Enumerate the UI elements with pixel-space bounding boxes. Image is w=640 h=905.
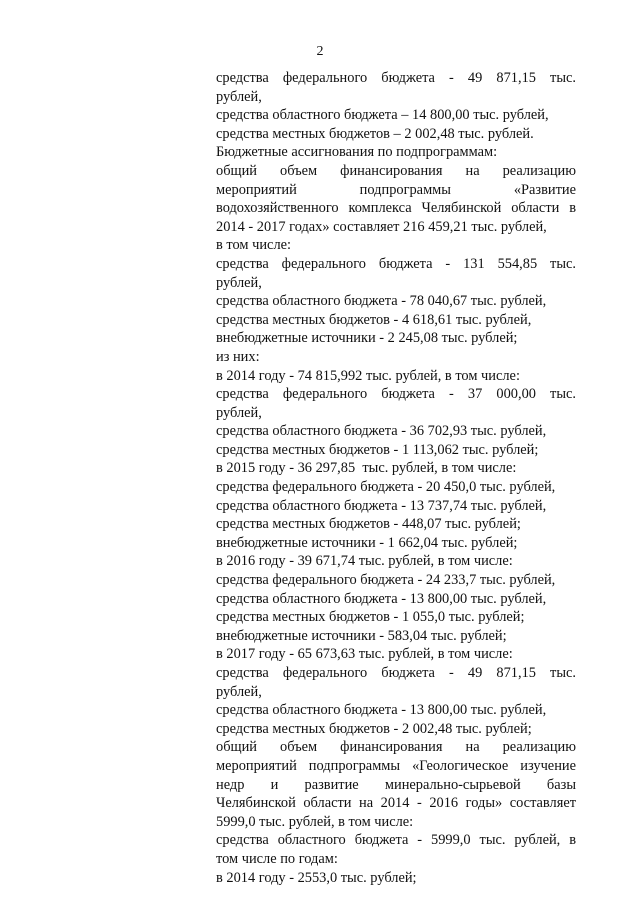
text-line: 2014 - 2017 годах» составляет 216 459,21 тыс. рублей, [216, 218, 547, 235]
text-line: средства федерального бюджета - 37 000,00 тыс. [216, 386, 576, 403]
text-line: в 2015 году - 36 297,85 тыс. рублей, в том числе: [216, 460, 517, 477]
text-line: средства областного бюджета - 36 702,93 тыс. рублей, [216, 423, 547, 440]
text-line: мероприятий подпрограммы «Геологическое изучение [216, 757, 576, 774]
text-line: средства областного бюджета - 5999,0 тыс. рублей, в [216, 832, 576, 849]
text-line: в 2014 году - 74 815,992 тыс. рублей, в том числе: [216, 367, 520, 384]
text-line: средства областного бюджета - 13 800,00 тыс. рублей, [216, 702, 547, 719]
text-line: 5999,0 тыс. рублей, в том числе: [216, 813, 414, 830]
text-line: средства федерального бюджета - 49 871,15 тыс. [216, 665, 576, 681]
text-line: средства федерального бюджета - 49 871,15 тыс. [216, 70, 576, 86]
text-line: средства местных бюджетов - 4 618,61 тыс. рублей, [216, 311, 532, 328]
text-line: средства областного бюджета - 13 800,00 тыс. рублей, [216, 590, 547, 607]
text-line: внебюджетные источники - 1 662,04 тыс. рублей; [216, 534, 518, 551]
text-line: мероприятий подпрограммы «Развитие [216, 181, 576, 198]
text-line: средства местных бюджетов - 448,07 тыс. рублей; [216, 516, 521, 533]
text-line: средства федерального бюджета - 24 233,7 тыс. рублей, [216, 572, 556, 589]
text-line: том числе по годам: [216, 850, 338, 867]
text-line: средства областного бюджета – 14 800,00 тыс. рублей, [216, 107, 549, 124]
text-line: в 2016 году - 39 671,74 тыс. рублей, в том числе: [216, 553, 513, 570]
text-line: рублей, [216, 683, 262, 700]
text-line: водохозяйственного комплекса Челябинской области в [216, 200, 576, 217]
text-line: в том числе: [216, 237, 292, 254]
text-line: средства местных бюджетов - 2 002,48 тыс. рублей; [216, 720, 532, 737]
text-line: рублей, [216, 88, 262, 105]
text-line: Бюджетные ассигнования по подпрограммам: [216, 144, 498, 161]
text-line: средства местных бюджетов – 2 002,48 тыс. рублей. [216, 125, 534, 142]
text-line: внебюджетные источники - 583,04 тыс. рублей; [216, 627, 507, 644]
document-body [216, 69, 576, 887]
text-line: общий объем финансирования на реализацию [216, 739, 576, 756]
text-line: в 2017 году - 65 673,63 тыс. рублей, в том числе: [216, 646, 513, 663]
text-line: общий объем финансирования на реализацию [216, 162, 576, 179]
text-line: средства областного бюджета - 78 040,67 тыс. рублей, [216, 293, 547, 310]
text-line: средства местных бюджетов - 1 113,062 тыс. рублей; [216, 441, 539, 458]
text-line: в 2014 году - 2553,0 тыс. рублей; [216, 869, 417, 886]
page-number: 2 [316, 44, 324, 59]
text-line: Челябинской области на 2014 - 2016 годы» составляет [216, 795, 576, 812]
text-line: рублей, [216, 274, 262, 291]
text-line: средства местных бюджетов - 1 055,0 тыс. рублей; [216, 609, 525, 626]
text-line: средства федерального бюджета - 20 450,0 тыс. рублей, [216, 479, 556, 496]
text-line: средства областного бюджета - 13 737,74 тыс. рублей, [216, 497, 547, 514]
text-line: средства федерального бюджета - 131 554,85 тыс. [216, 255, 576, 272]
text-line: недр и развитие минерально-сырьевой базы [216, 776, 576, 793]
text-line: внебюджетные источники - 2 245,08 тыс. рублей; [216, 330, 518, 347]
text-line: рублей, [216, 404, 262, 421]
text-line: из них: [216, 348, 260, 365]
